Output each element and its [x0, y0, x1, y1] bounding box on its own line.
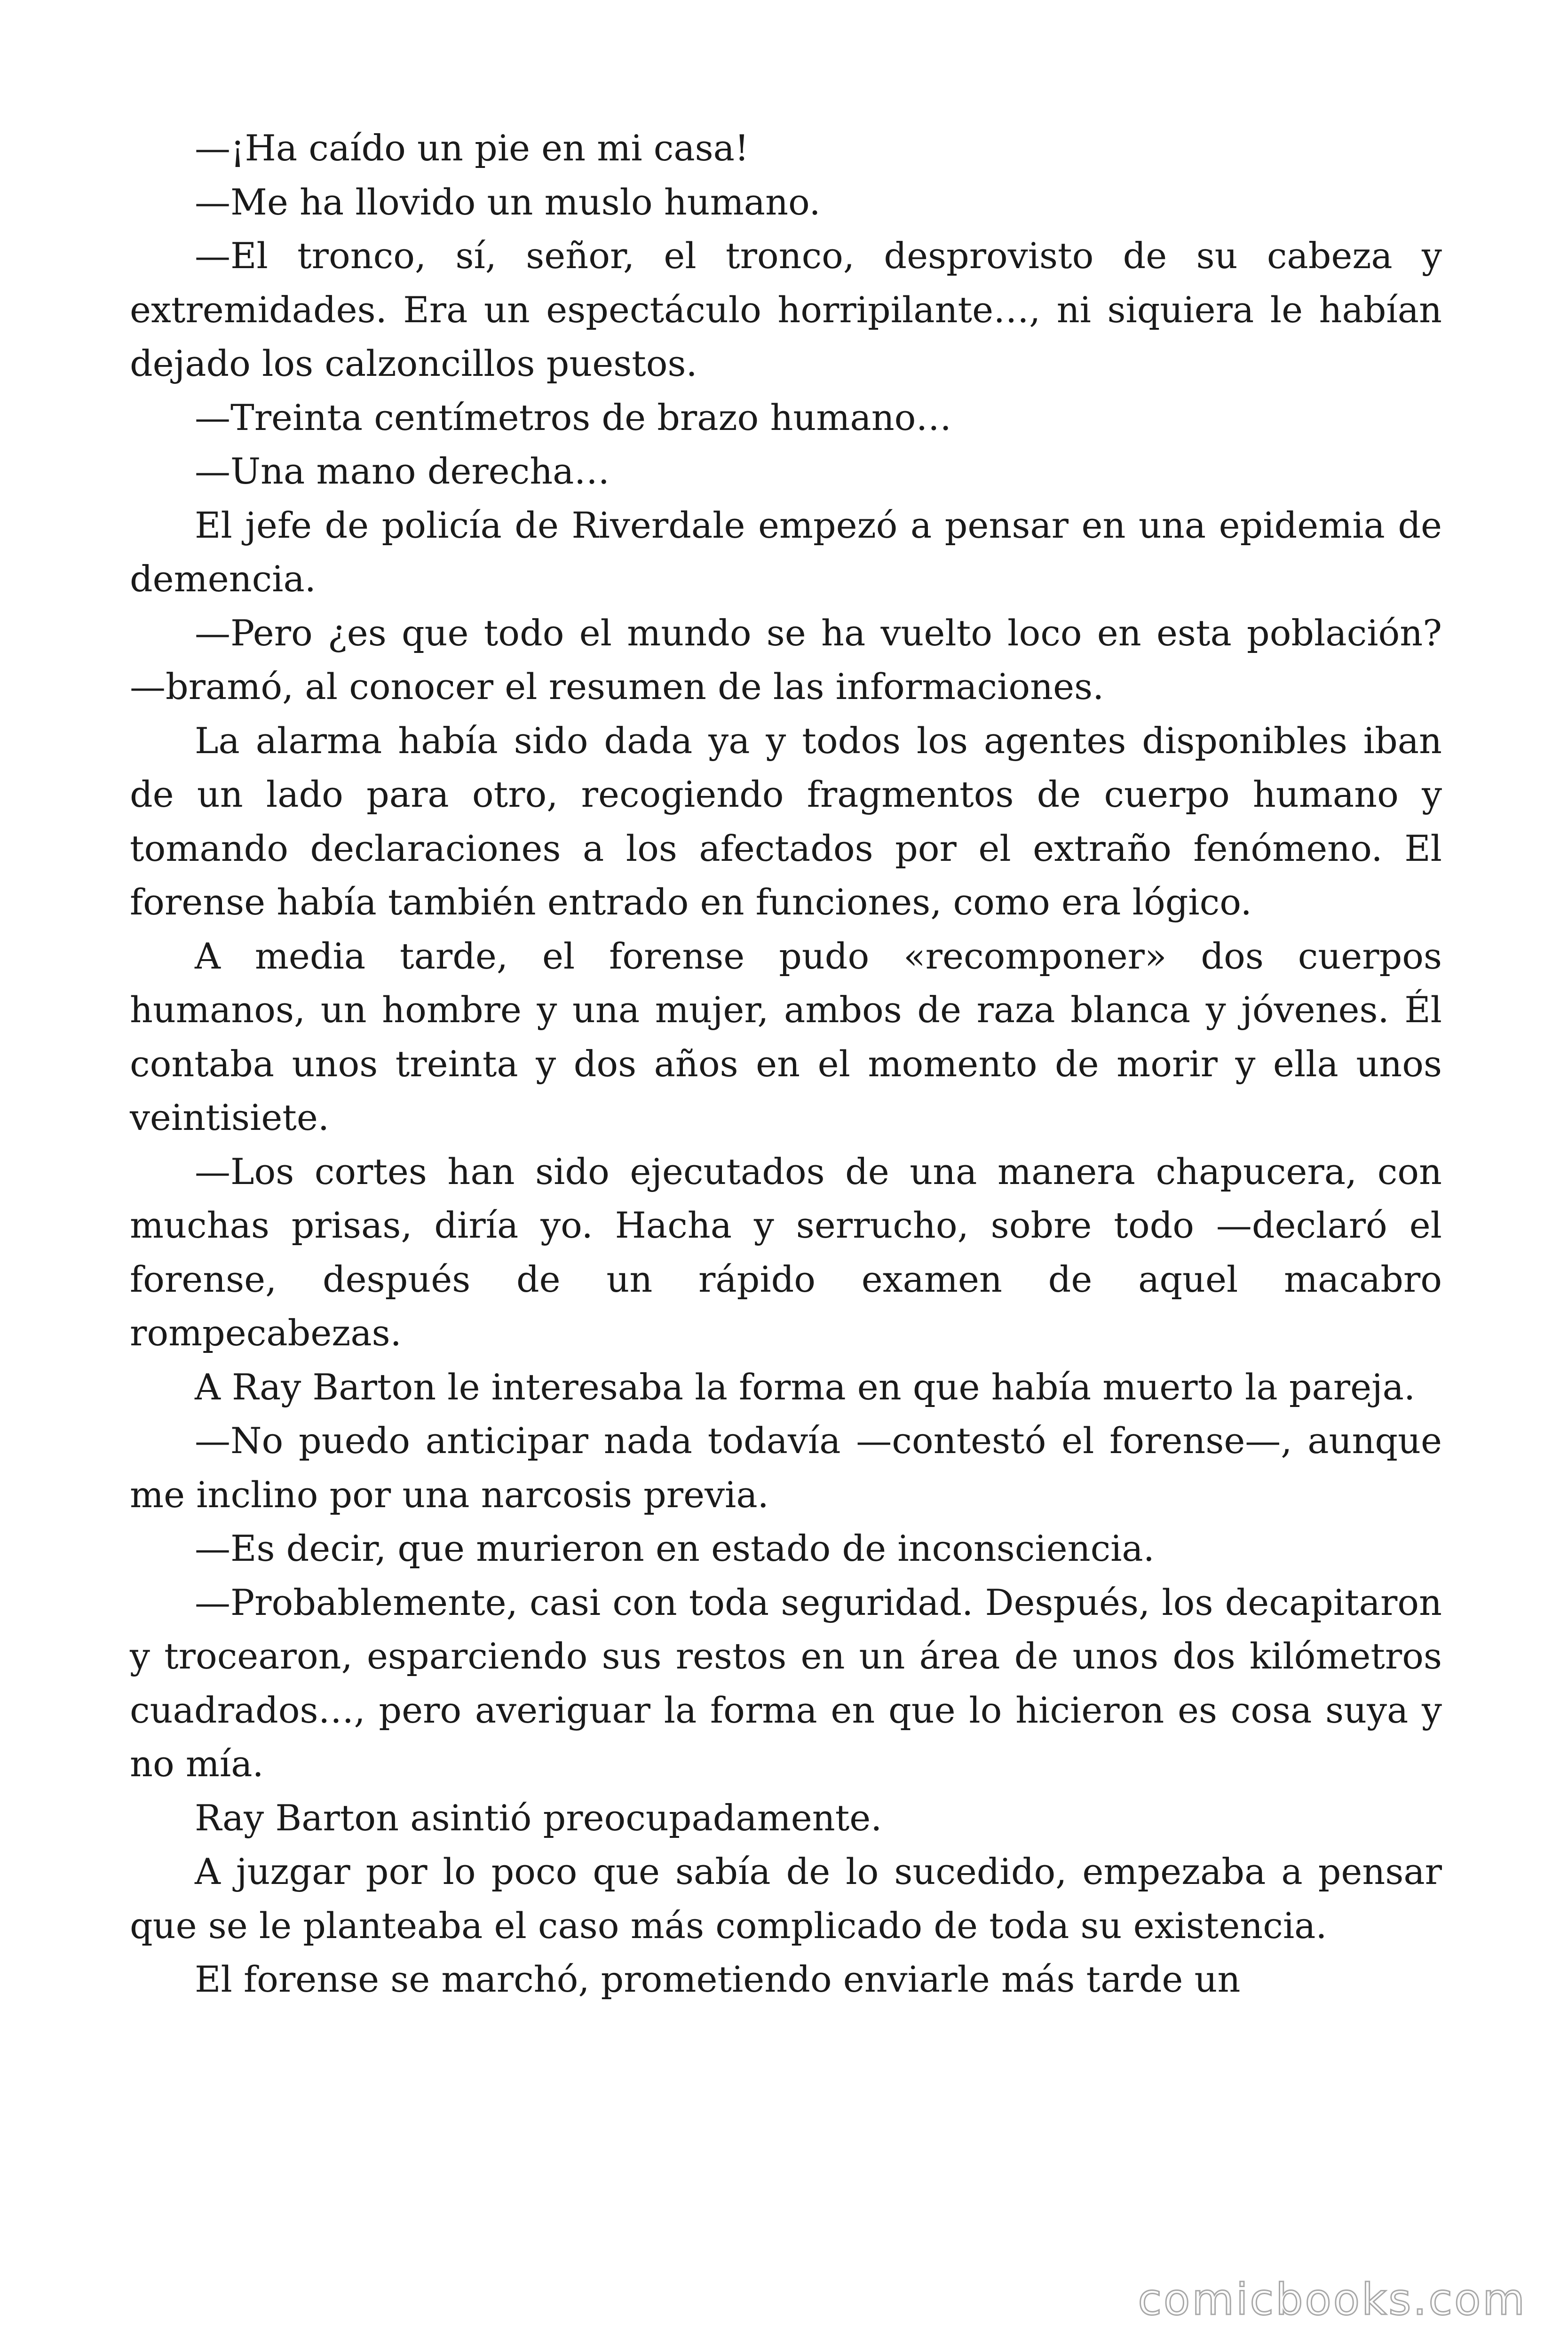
- paragraph-1: —¡Ha caído un pie en mi casa!: [195, 127, 749, 169]
- paragraph-5: —Una mano derecha…: [195, 450, 610, 492]
- paragraph-16: A juzgar por lo poco que sabía de lo sucedido, empezaba a pensar que se le planteaba el caso más complicado de toda su existencia.: [130, 1851, 1442, 1947]
- paragraph-9: A media tarde, el forense pudo «recomponer» dos cuerpos humanos, un hombre y una mujer, ambos de raza blanca y jóvenes. Él contaba unos treinta y dos años en el momento de morir y ella unos veintisiete.: [130, 935, 1442, 1138]
- paragraph-3: —El tronco, sí, señor, el tronco, desprovisto de su cabeza y extremidades. Era un espectáculo horripilante…, ni siquiera le habían dejado los calzoncillos puestos.: [130, 235, 1442, 384]
- paragraph-10: —Los cortes han sido ejecutados de una manera chapucera, con muchas prisas, diría yo. Hacha y serrucho, sobre todo —declaró el forense, después de un rápido examen de aquel macabro rompecabezas.: [130, 1150, 1442, 1354]
- page-body: [130, 121, 1442, 2007]
- paragraph-12: —No puedo anticipar nada todavía —contestó el forense—, aunque me inclino por una narcosis previa.: [130, 1420, 1442, 1516]
- paragraph-17: El forense se marchó, prometiendo enviarle más tarde un: [195, 1958, 1241, 2000]
- paragraph-6: El jefe de policía de Riverdale empezó a pensar en una epidemia de demencia.: [130, 504, 1442, 600]
- paragraph-11: A Ray Barton le interesaba la forma en que había muerto la pareja.: [195, 1366, 1416, 1408]
- paragraph-15: Ray Barton asintió preocupadamente.: [195, 1796, 882, 1839]
- watermark: comicbooks.com: [1138, 2274, 1527, 2325]
- paragraph-4: —Treinta centímetros de brazo humano…: [195, 396, 952, 438]
- paragraph-7: —Pero ¿es que todo el mundo se ha vuelto loco en esta población? —bramó, al conocer el resumen de las informaciones.: [130, 612, 1442, 707]
- paragraph-8: La alarma había sido dada ya y todos los agentes disponibles iban de un lado para otro, recogiendo fragmentos de cuerpo humano y tomando declaraciones a los afectados por el extraño fenómeno. El forense había también entrado en funciones, como era lógico.: [130, 719, 1442, 923]
- paragraph-14: —Probablemente, casi con toda seguridad. Después, los decapitaron y trocearon, esparciendo sus restos en un área de unos dos kilómetros cuadrados…, pero averiguar la forma en que lo hicieron es cosa suya y no mía.: [130, 1581, 1442, 1785]
- paragraph-13: —Es decir, que murieron en estado de inconsciencia.: [195, 1527, 1155, 1569]
- paragraph-2: —Me ha llovido un muslo humano.: [195, 181, 821, 223]
